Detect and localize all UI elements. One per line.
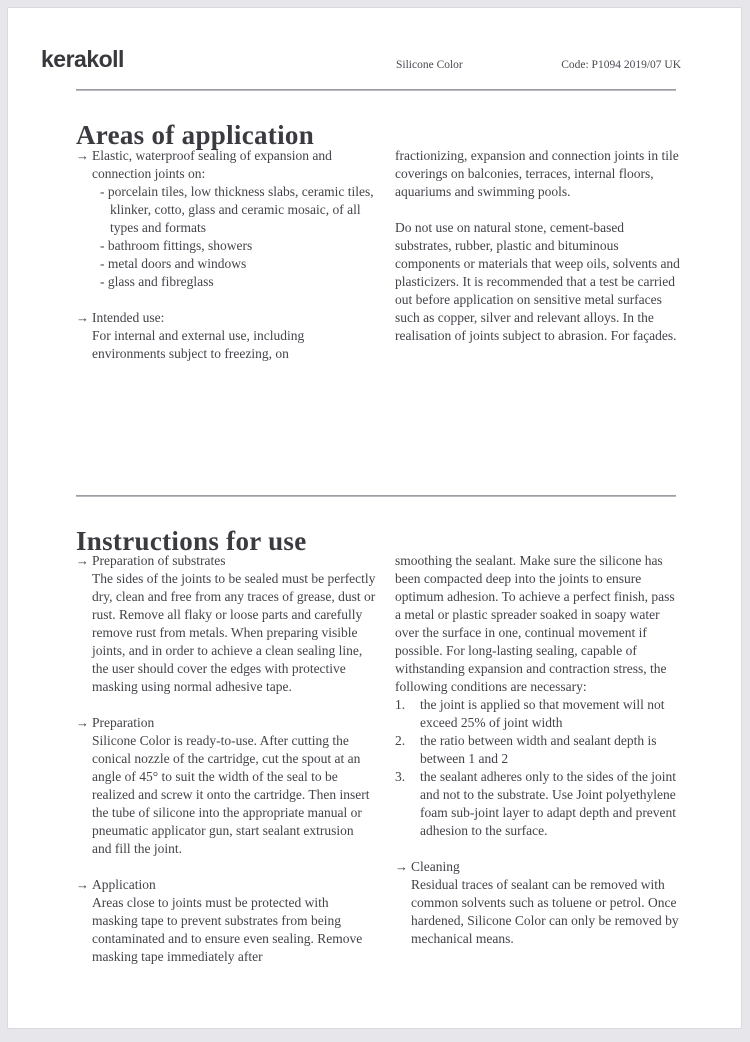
sub-list-item xyxy=(92,255,376,273)
list-item xyxy=(395,858,682,948)
section-divider xyxy=(76,495,676,497)
section-title-instructions: Instructions for use xyxy=(76,526,307,557)
areas-columns xyxy=(76,147,682,363)
numbered-list xyxy=(395,696,682,840)
arrow-bullet: → xyxy=(76,715,89,730)
kerakoll-logo: kerakoll xyxy=(41,46,124,72)
list-item-label: Preparation of substrates xyxy=(92,553,226,568)
arrow-bullet: → xyxy=(76,877,89,892)
instructions-left-column xyxy=(76,552,376,966)
paragraph: Do not use on natural stone, cement-based substrates, rubber, plastic and bituminous components or materials that weep oils, solvents and plasticizers. It is recommended that a test be carried out before application on sensitive metal surfaces such as copper, silver and relevant alloys. In the realisation of joints subject to abrasion. For façades. xyxy=(395,220,680,343)
list-item-content xyxy=(92,714,376,858)
paragraph: fractionizing, expansion and connection joints in tile coverings on balconies, terraces, internal floors, aquariums and swimming pools. xyxy=(395,148,679,199)
sub-item-text: glass and fibreglass xyxy=(107,274,214,289)
list-number: 3. xyxy=(395,769,406,784)
list-item-label: Application xyxy=(92,877,156,892)
sub-list-item xyxy=(92,183,376,237)
list-number: 1. xyxy=(395,697,406,712)
instructions-columns xyxy=(76,552,682,966)
section-title-areas: Areas of application xyxy=(76,120,315,151)
dash-bullet: - xyxy=(100,256,105,271)
list-item-body: For internal and external use, including environments subject to freezing, on xyxy=(92,328,305,361)
sub-list xyxy=(92,183,376,291)
list-item-content xyxy=(411,858,682,948)
list-item-content xyxy=(92,876,376,966)
list-item xyxy=(76,714,376,858)
numbered-item-text: the ratio between width and sealant depth is between 1 and 2 xyxy=(420,733,657,766)
document-product-name: Silicone Color xyxy=(396,59,463,71)
numbered-item-text: the joint is applied so that movement will not exceed 25% of joint width xyxy=(420,697,665,730)
paragraph: smoothing the sealant. Make sure the silicone has been compacted deep into the joints to ensure optimum adhesion. To achieve a perfect finish, pass a metal or plastic spreader soaked in soapy water over the surface in one, continual movement if possible. For long-lasting sealing, capable of withstanding expansion and contraction stress, the following conditions are necessary: xyxy=(395,553,675,694)
areas-right-column xyxy=(395,147,682,363)
section-divider xyxy=(76,89,676,91)
list-item-body: The sides of the joints to be sealed must be perfectly dry, clean and free from any traces of grease, dust or rust. Remove all flaky or loose parts and carefully remove rust from metals. When preparing visible joints, and in order to achieve a clean sealing line, the user should cover the edges with protective masking using normal adhesive tape. xyxy=(92,571,376,694)
list-item xyxy=(76,552,376,696)
list-number: 2. xyxy=(395,733,406,748)
numbered-list-item xyxy=(395,768,682,840)
numbered-list-item xyxy=(395,732,682,768)
instructions-right-column xyxy=(395,552,682,966)
dash-bullet: - xyxy=(100,238,105,253)
list-item-label: Cleaning xyxy=(411,859,460,874)
list-item xyxy=(76,876,376,966)
arrow-bullet: → xyxy=(76,148,89,163)
sub-list-item xyxy=(92,237,376,255)
sub-item-text: bathroom fittings, showers xyxy=(107,238,253,253)
sub-item-text: porcelain tiles, low thickness slabs, ceramic tiles, klinker, cotto, glass and ceramic mosaic, of all types and formats xyxy=(107,184,374,235)
arrow-bullet: → xyxy=(395,859,408,874)
sub-item-text: metal doors and windows xyxy=(107,256,247,271)
arrow-bullet: → xyxy=(76,553,89,568)
list-item-body: Areas close to joints must be protected with masking tape to prevent substrates from being contaminated and to ensure even sealing. Remove masking tape immediately after xyxy=(92,895,363,964)
list-item-content xyxy=(92,147,376,291)
list-item-body: Silicone Color is ready-to-use. After cutting the conical nozzle of the cartridge, cut the spout at an angle of 45° to suit the width of the seal to be realized and screw it onto the cartridge. Then insert the tube of silicone into the appropriate manual or pneumatic applicator gun, start sealant extrusion and fill the joint. xyxy=(92,733,370,856)
list-item-label: Elastic, waterproof sealing of expansion and connection joints on: xyxy=(92,148,332,181)
sub-list-item xyxy=(92,273,376,291)
areas-left-column xyxy=(76,147,376,363)
datasheet-page xyxy=(7,7,742,1029)
document-code: Code: P1094 2019/07 UK xyxy=(561,59,681,71)
dash-bullet: - xyxy=(100,274,105,289)
list-item xyxy=(76,309,376,363)
numbered-item-text: the sealant adheres only to the sides of the joint and not to the substrate. Use Joint polyethylene foam sub-joint layer to adapt depth and prevent adhesion to the surface. xyxy=(420,769,677,838)
list-item-body: Residual traces of sealant can be removed with common solvents such as toluene or petrol. Once hardened, Silicone Color can only be removed by mechanical means. xyxy=(411,877,679,946)
numbered-list-item xyxy=(395,696,682,732)
list-item xyxy=(76,147,376,291)
arrow-bullet: → xyxy=(76,310,89,325)
list-item-content xyxy=(92,552,376,696)
dash-bullet: - xyxy=(100,184,105,199)
list-item-label: Preparation xyxy=(92,715,155,730)
list-item-content xyxy=(92,309,376,363)
list-item-label: Intended use: xyxy=(92,310,165,325)
